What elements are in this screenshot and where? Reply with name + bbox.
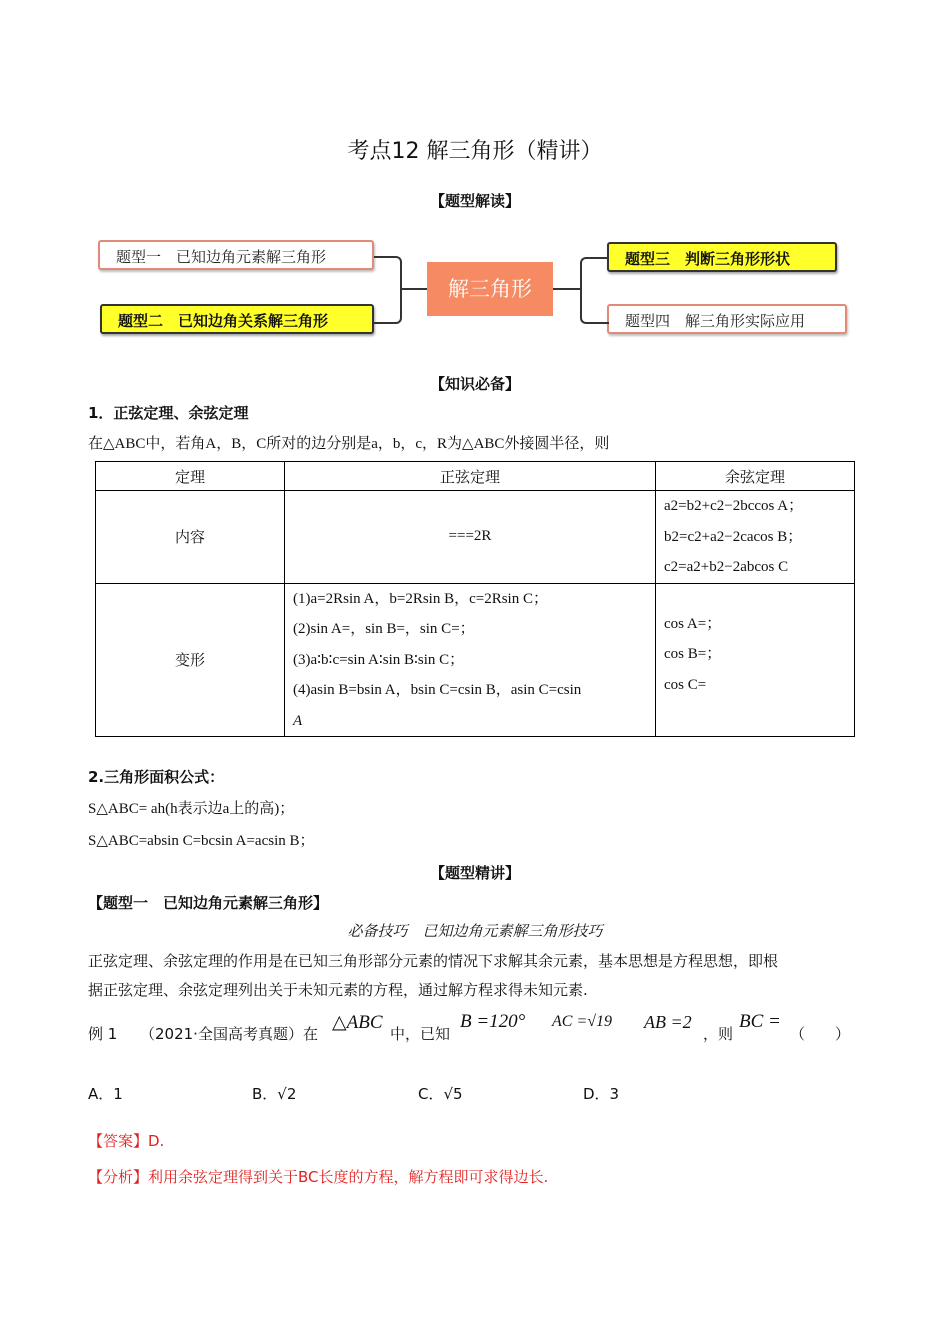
option-c: C．√5 xyxy=(418,1085,463,1103)
point1-heading: 1．正弦定理、余弦定理 xyxy=(88,404,249,422)
option-b: B．√2 xyxy=(252,1085,297,1103)
example-source: （2021·全国高考真题）在 xyxy=(140,1025,318,1043)
table-row xyxy=(96,583,855,737)
area-formula-2: S△ABC=absin C=bcsin A=acsin B； xyxy=(88,833,315,849)
skill-text-line: 据正弦定理、余弦定理列出关于未知元素的方程，通过解方程求得未知元素. xyxy=(88,981,588,999)
point2-heading: 2.三角形面积公式： xyxy=(88,768,225,786)
example-condition-angle: B =120° xyxy=(460,1011,526,1032)
theorem-table xyxy=(95,461,855,737)
example-question: BC = xyxy=(739,1011,781,1032)
skill-title: 必备技巧 已知边角元素解三角形技巧 xyxy=(347,922,603,940)
mindmap-node-type3: 题型三 判断三角形形状 xyxy=(607,242,837,272)
skill-text-line: 正弦定理、余弦定理的作用是在已知三角形部分元素的情况下求解其余元素，基本思想是方程思想，即根 xyxy=(88,952,779,970)
cosine-law-content xyxy=(656,491,855,584)
table-header: 余弦定理 xyxy=(656,462,855,491)
option-d: D．3 xyxy=(583,1085,620,1103)
option-a: A．1 xyxy=(88,1085,123,1103)
example-triangle: △ABC xyxy=(332,1012,383,1033)
example-label: 例 1 xyxy=(88,1025,118,1043)
cosine-variant-line: cos C= xyxy=(664,676,707,693)
row-label-variant: 变形 xyxy=(96,583,285,737)
table-header: 定理 xyxy=(96,462,285,491)
sine-variant-line: (1)a=2Rsin A，b=2Rsin B，c=2Rsin C； xyxy=(293,590,548,607)
cosine-law-variant xyxy=(656,583,855,737)
sine-variant-line: (4)asin B=bsin A，bsin C=csin B，asin C=csin xyxy=(293,682,582,698)
point1-intro: 在△ABC中，若角A，B，C所对的边分别是a，b，c，R为△ABC外接圆半径，则 xyxy=(88,436,610,452)
cosine-variant-line: cos A=； xyxy=(664,615,722,632)
table-row xyxy=(96,491,855,584)
cosine-law-line: c2=a2+b2−2abcos C xyxy=(664,559,789,575)
mindmap-connector-right-stem xyxy=(553,288,580,290)
mindmap xyxy=(0,0,950,350)
section-heading-knowledge: 【知识必备】 xyxy=(429,375,520,393)
table-header-row xyxy=(96,462,855,491)
sine-variant-line: A xyxy=(293,712,303,729)
sine-variant-line: (2)sin A=，sin B=，sin C=； xyxy=(293,621,475,637)
cosine-variant-line: cos B=； xyxy=(664,646,722,662)
table-header: 正弦定理 xyxy=(285,462,656,491)
sine-law-content: ===2R xyxy=(285,491,656,584)
example-condition-ac: AC =√19 xyxy=(552,1013,613,1030)
page-title: 考点12 解三角形（精讲） xyxy=(347,139,603,164)
example-then-text: ，则 xyxy=(703,1025,734,1043)
cosine-law-line: b2=c2+a2−2cacos B； xyxy=(664,528,803,545)
mindmap-node-type1: 题型一 已知边角元素解三角形 xyxy=(98,240,374,270)
mindmap-center-node: 解三角形 xyxy=(427,262,553,316)
answer-text: 【答案】D. xyxy=(88,1132,165,1150)
type1-heading: 【题型一 已知边角元素解三角形】 xyxy=(88,894,329,912)
example-answer-paren: （ ） xyxy=(790,1025,851,1043)
mindmap-node-type4: 题型四 解三角形实际应用 xyxy=(607,304,847,334)
sine-law-variant xyxy=(285,583,656,737)
section-heading-lecture: 【题型精讲】 xyxy=(429,864,520,882)
cosine-law-line: a2=b2+c2−2bccos A； xyxy=(664,498,804,514)
row-label-content: 内容 xyxy=(96,491,285,584)
area-formula-1: S△ABC= ah(h表示边a上的高)； xyxy=(88,801,295,817)
analysis-text: 【分析】利用余弦定理得到关于BC长度的方程，解方程即可求得边长. xyxy=(88,1168,549,1186)
example-condition-ab: AB =2 xyxy=(644,1012,692,1032)
mindmap-connector-left xyxy=(374,256,402,324)
mindmap-connector-left-stem xyxy=(400,288,427,290)
example-mid-text: 中，已知 xyxy=(390,1025,451,1043)
mindmap-connector-right xyxy=(580,257,609,324)
mindmap-node-type2: 题型二 已知边角关系解三角形 xyxy=(100,304,374,334)
section-heading-reading: 【题型解读】 xyxy=(429,192,520,210)
sine-variant-line: (3)a∶b∶c=sin A∶sin B∶sin C； xyxy=(293,651,465,668)
